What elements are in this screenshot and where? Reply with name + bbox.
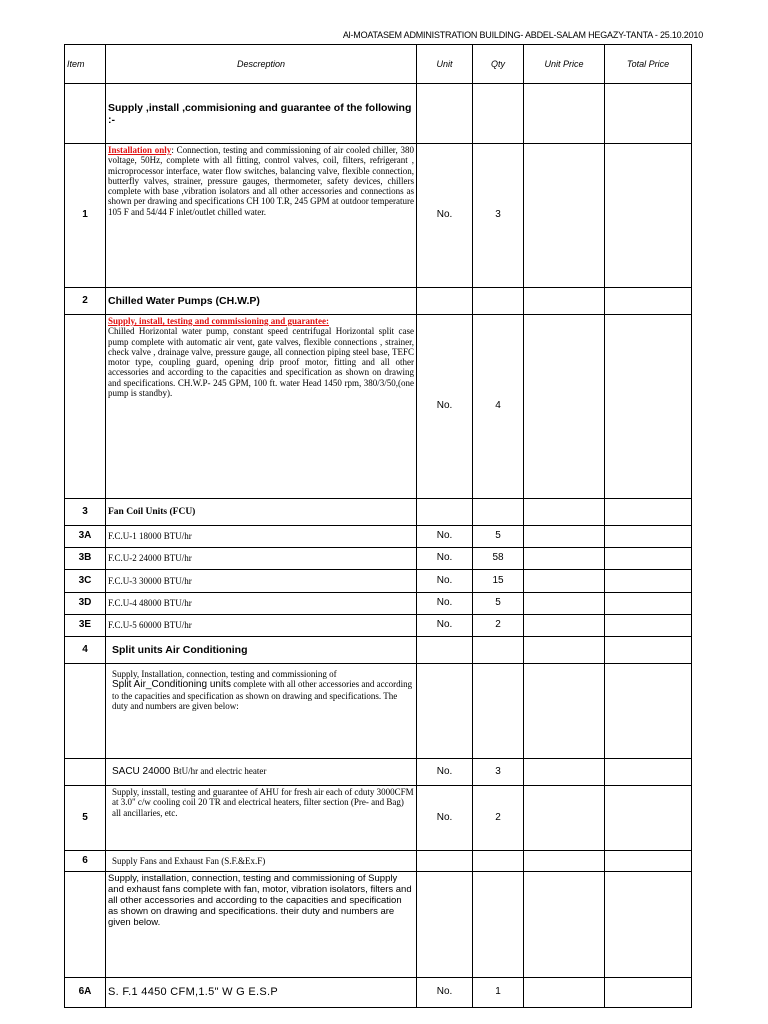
table-row bbox=[65, 872, 692, 978]
col-qty-header: Qty bbox=[473, 45, 524, 84]
table-row bbox=[65, 144, 692, 288]
item-description: F.C.U-3 30000 BTU/hr bbox=[106, 570, 417, 593]
item-unit: No. bbox=[417, 978, 473, 1008]
item-number: 1 bbox=[65, 144, 106, 288]
item-qty: 15 bbox=[473, 570, 524, 593]
item-description: F.C.U-1 18000 BTU/hr bbox=[106, 526, 417, 548]
item-qty: 5 bbox=[473, 526, 524, 548]
item-qty: 1 bbox=[473, 978, 524, 1008]
table-row bbox=[65, 315, 692, 499]
item-qty: 2 bbox=[473, 786, 524, 851]
item-number: 5 bbox=[65, 786, 106, 851]
item-number: 3D bbox=[65, 593, 106, 615]
item-unit: No. bbox=[417, 786, 473, 851]
item-unit: No. bbox=[417, 144, 473, 288]
table-row bbox=[65, 664, 692, 759]
item-unit: No. bbox=[417, 548, 473, 570]
table-row bbox=[65, 84, 692, 144]
table-row bbox=[65, 593, 692, 615]
item-unit: No. bbox=[417, 570, 473, 593]
table-row bbox=[65, 637, 692, 664]
col-total-price-header: Total Price bbox=[605, 45, 692, 84]
item-qty: 3 bbox=[473, 144, 524, 288]
table-row bbox=[65, 786, 692, 851]
section-title: Chilled Water Pumps (CH.W.P) bbox=[106, 288, 417, 315]
item-unit: No. bbox=[417, 315, 473, 499]
item-description: F.C.U-5 60000 BTU/hr bbox=[106, 615, 417, 637]
item-unit: No. bbox=[417, 526, 473, 548]
item-description: Supply, insstall, testing and guarantee of AHU for fresh air each of cduty 3000CFM at 3.0" c/w cooling coil 20 TR and electrical heaters, filter section (Pre- and Bag) all ancillaries, etc. bbox=[106, 786, 417, 851]
item-description: Supply, installation, connection, testing and commissioning of Supply and exhaust fans complete with fan, motor, vibration isolators, filters and all other accessories and according to the capacities and specification as shown on drawing and specifications. their duty and numbers are given below. bbox=[106, 872, 417, 978]
item-qty: 2 bbox=[473, 615, 524, 637]
item-description: Supply, Installation, connection, testing and commissioning of Split Air_Conditioning units complete with all other accessories and according to the capacities and specification as shown on drawing and specifications. The duty and numbers are given below: bbox=[106, 664, 417, 759]
item-number: 3 bbox=[65, 499, 106, 526]
table-header-row bbox=[65, 45, 692, 84]
item-qty: 5 bbox=[473, 593, 524, 615]
table-row bbox=[65, 526, 692, 548]
intro-description: Supply ,install ,commisioning and guarantee of the following :- bbox=[106, 84, 417, 144]
table-row bbox=[65, 615, 692, 637]
item-description: Supply, install, testing and commissioning and guarantee: Chilled Horizontal water pump, constant speed centrifugal Horizontal split case pump complete with automatic air vent, gate valves, flexible connections , strainer, check valve , drainage valve, pressure gauge, all connection piping steel base, TEFC motor type, coupling guard, opening drip proof motor, fitting and all other accessories and according to the capacities and specification as shown on drawing and specifications. CH.W.P- 245 GPM, 100 ft. water Head 1450 rpm, 380/3/50,(one pump is standby). bbox=[106, 315, 417, 499]
section-title: Supply Fans and Exhaust Fan (S.F.&Ex.F) bbox=[106, 851, 417, 872]
item-description: SACU 24000 BtU/hr and electric heater bbox=[106, 759, 417, 786]
item-qty: 58 bbox=[473, 548, 524, 570]
table-row bbox=[65, 759, 692, 786]
item-description: F.C.U-2 24000 BTU/hr bbox=[106, 548, 417, 570]
table-row bbox=[65, 288, 692, 315]
table-row bbox=[65, 499, 692, 526]
section-title: Fan Coil Units (FCU) bbox=[106, 499, 417, 526]
table-row bbox=[65, 548, 692, 570]
item-number: 6A bbox=[65, 978, 106, 1008]
item-number: 3A bbox=[65, 526, 106, 548]
item-unit: No. bbox=[417, 759, 473, 786]
document-header: Al-MOATASEM ADMINISTRATION BUILDING- ABDEL-SALAM HEGAZY-TANTA - 25.10.2010 bbox=[342, 30, 703, 40]
col-description-header: Descreption bbox=[106, 45, 417, 84]
item-unit: No. bbox=[417, 593, 473, 615]
installation-only-label: Installation only bbox=[108, 145, 172, 155]
supply-install-label: Supply, install, testing and commissioning and guarantee: bbox=[108, 316, 330, 326]
item-description: F.C.U-4 48000 BTU/hr bbox=[106, 593, 417, 615]
item-number: 4 bbox=[65, 637, 106, 664]
col-unit-price-header: Unit Price bbox=[524, 45, 605, 84]
table-row bbox=[65, 570, 692, 593]
table-row bbox=[65, 851, 692, 872]
item-number: 6 bbox=[65, 851, 106, 872]
item-qty: 3 bbox=[473, 759, 524, 786]
item-number: 3E bbox=[65, 615, 106, 637]
item-description: Installation only: Connection, testing and commissioning of air cooled chiller, 380 voltage, 50Hz, complete with all fitting, control valves, coil, filters, refrigerant , microprocessor interface, water flow switches, balancing valve, flexible connection, butterfly valves, strainer, pressure gauges, thermometer, safety devices, chillers complete with base ,vibration isolators and all other accessories and connections as shown per drawing and specifications CH 100 T.R, 245 GPM at outdoor temperature 105 F and 54/44 F inlet/outlet chilled water. bbox=[106, 144, 417, 288]
item-number: 3B bbox=[65, 548, 106, 570]
table-row bbox=[65, 978, 692, 1008]
section-title: Split units Air Conditioning bbox=[106, 637, 417, 664]
col-unit-header: Unit bbox=[417, 45, 473, 84]
item-description: S. F.1 4450 CFM,1.5" W G E.S.P bbox=[106, 978, 417, 1008]
bill-of-quantities-table bbox=[64, 44, 692, 1008]
item-number: 2 bbox=[65, 288, 106, 315]
col-item-header: Item bbox=[65, 45, 106, 84]
item-number: 3C bbox=[65, 570, 106, 593]
item-qty: 4 bbox=[473, 315, 524, 499]
item-unit: No. bbox=[417, 615, 473, 637]
